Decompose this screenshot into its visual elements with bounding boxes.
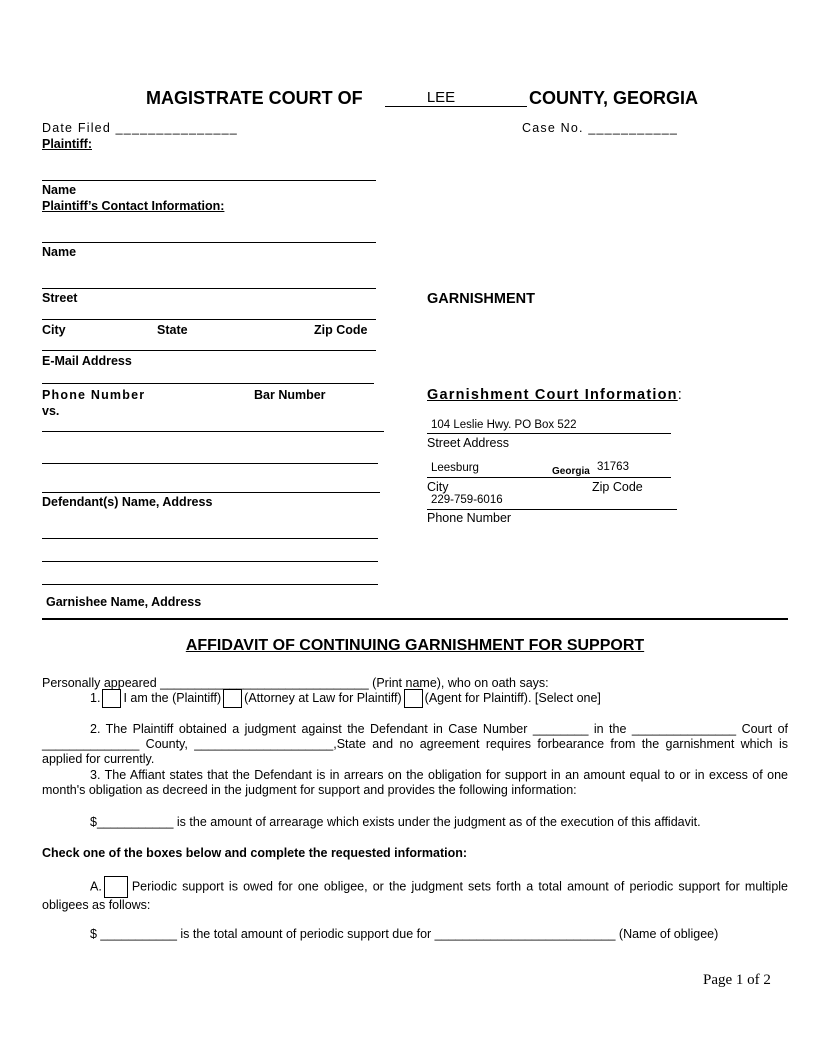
state-label: State [157, 323, 188, 337]
email-line[interactable] [42, 350, 376, 351]
defendant-line-3[interactable] [42, 492, 380, 493]
attorney-checkbox[interactable] [223, 689, 242, 708]
item-a-label: A. [90, 879, 102, 894]
item-a [42, 876, 788, 913]
item-1-agent: (Agent for Plaintiff). [Select one] [424, 690, 601, 705]
court-zip-label: Zip Code [592, 480, 643, 494]
court-state-value[interactable]: Georgia [552, 466, 590, 477]
email-label: E-Mail Address [42, 354, 132, 368]
item-1-attorney: (Attorney at Law for Plaintiff) [244, 690, 402, 705]
street-label: Street [42, 291, 78, 305]
court-street-value[interactable]: 104 Leslie Hwy. PO Box 522 [431, 419, 577, 431]
county-line [385, 106, 527, 107]
defendant-label: Defendant(s) Name, Address [42, 495, 213, 509]
item-2[interactable] [42, 722, 788, 767]
defendant-line-1[interactable] [42, 431, 384, 432]
garnishee-line-2[interactable] [42, 561, 378, 562]
court-zip-value[interactable]: 31763 [597, 461, 629, 473]
plaintiff-label: Plaintiff: [42, 137, 92, 151]
court-info-heading [427, 387, 683, 403]
item-1 [90, 689, 601, 708]
court-city-value[interactable]: Leesburg [431, 462, 479, 474]
appeared-line[interactable]: Personally appeared ______________________________ (Print name), who on oath says: [42, 676, 549, 690]
page-number: Page 1 of 2 [703, 972, 771, 988]
phone-label: Phone Number [42, 388, 146, 402]
case-no[interactable]: Case No. ___________ [522, 121, 679, 135]
arrearage-line[interactable]: $___________ is the amount of arrearage which exists under the judgment as of the execution of this affidavit. [90, 815, 701, 829]
item-1-number: 1. [90, 690, 101, 705]
court-phone-label: Phone Number [427, 511, 512, 525]
name-label-2: Name [42, 245, 77, 259]
garnishment-heading: GARNISHMENT [427, 291, 535, 307]
garnishee-line-3[interactable] [42, 584, 378, 585]
contact-label: Plaintiff’s Contact Information: [42, 199, 225, 213]
court-info-colon: : [677, 387, 683, 403]
city-line[interactable] [42, 319, 376, 320]
bar-label: Bar Number [254, 388, 326, 402]
item-3-text: 3. The Affiant states that the Defendant is in arrears on the obligation for support in an amount equal to or in excess of one month's obligation as decreed in the judgment for support and provides the following information: [42, 768, 788, 797]
total-line[interactable]: $ ___________ is the total amount of periodic support due for __________________________ (Name of obligee) [90, 927, 719, 941]
plaintiff-checkbox[interactable] [102, 689, 121, 708]
item-2-text: 2. The Plaintiff obtained a judgment against the Defendant in Case Number ________ in the _______________ Court of ______________ County, ____________________,State and no agreement requires forbearance from the garnishment which is applied for currently. [42, 722, 788, 766]
item-1-plaintiff: I am the (Plaintiff) [123, 690, 222, 705]
court-city-label: City [427, 480, 449, 494]
contact-name-line[interactable] [42, 242, 376, 243]
item-a-text: Periodic support is owed for one obligee, or the judgment sets forth a total amount of periodic support for multiple obligees as follows: [42, 879, 788, 912]
item-a-checkbox[interactable] [104, 876, 128, 898]
garnishee-label: Garnishee Name, Address [46, 595, 202, 609]
section-divider [42, 618, 788, 620]
defendant-line-2[interactable] [42, 463, 378, 464]
court-phone-line [427, 509, 677, 510]
plaintiff-name-line[interactable] [42, 180, 376, 181]
agent-checkbox[interactable] [404, 689, 423, 708]
court-street-label: Street Address [427, 436, 509, 450]
zip-label: Zip Code [314, 323, 368, 337]
court-street-line [427, 433, 671, 434]
street-line[interactable] [42, 288, 376, 289]
court-phone-value[interactable]: 229-759-6016 [431, 494, 503, 506]
check-instructions: Check one of the boxes below and complete the requested information: [42, 846, 468, 860]
court-info-text: Garnishment Court Information [427, 387, 678, 403]
city-label: City [42, 323, 66, 337]
vs-label: vs. [42, 404, 60, 418]
title-left: MAGISTRATE COURT OF [146, 88, 363, 108]
item-3 [42, 768, 788, 798]
county-value[interactable]: LEE [426, 89, 456, 106]
court-city-line [427, 477, 671, 478]
phone-line[interactable] [42, 383, 374, 384]
name-label-1: Name [42, 183, 77, 197]
date-filed[interactable]: Date Filed _______________ [42, 121, 238, 135]
garnishee-line-1[interactable] [42, 538, 378, 539]
title-right: COUNTY, GEORGIA [529, 88, 699, 108]
affidavit-heading: AFFIDAVIT OF CONTINUING GARNISHMENT FOR SUPPORT [185, 637, 645, 654]
